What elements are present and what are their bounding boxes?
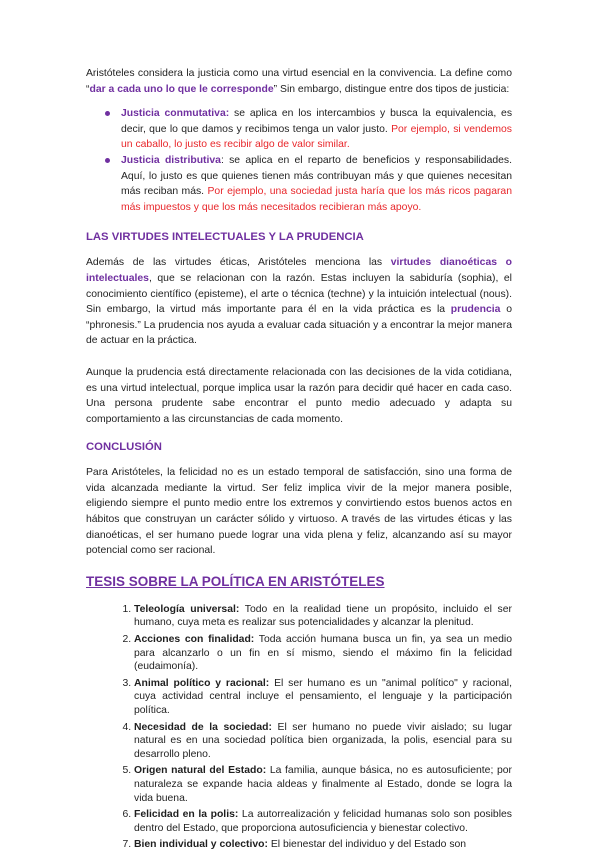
highlight-term: virtudes dianoéticas o intelectuales <box>86 257 512 284</box>
justice-example: Por ejemplo, una sociedad justa haría que los más ricos pagaran más impuestos y que los más necesitados recibieran más apoyo. <box>121 186 512 213</box>
thesis-text: La familia, aunque básica, no es autosuficiente; por naturaleza se expande hacia aldeas y finalmente al Estado, donde se logra la vida buena. <box>134 765 512 804</box>
thesis-term: Necesidad de la sociedad: <box>134 721 272 733</box>
thesis-text: El ser humano es un "animal político" y racional, cuya actividad central incluye el pensamiento, el lenguaje y la participación política. <box>134 677 512 716</box>
virtues-paragraph <box>86 255 512 349</box>
section-heading-conclusion: CONCLUSIÓN <box>86 441 162 454</box>
thesis-term: Animal político y racional: <box>134 677 270 689</box>
prudence-paragraph: Aunque la prudencia está directamente relacionada con las decisiones de la vida cotidiana, es una virtud intelectual, porque implica usar la razón para decidir qué hacer en cada caso. Una persona prudente sabe encontrar el punto medio adecuado y adapta su comportamiento a las circunstancias de cada momento. <box>86 366 512 425</box>
thesis-term: Acciones con finalidad: <box>134 634 255 646</box>
justice-definition-quote: dar a cada uno lo que le corresponde <box>89 83 274 95</box>
paragraph-text: o “phronesis.” La prudencia nos ayuda a evaluar cada situación y a encontrar la mejor manera de actuar en la práctica. <box>86 304 512 347</box>
justice-example: Por ejemplo, si vendemos un caballo, lo justo es recibir algo de valor similar. <box>121 123 512 151</box>
list-item <box>134 633 512 674</box>
list-item <box>121 153 512 215</box>
list-item <box>134 808 512 835</box>
thesis-text: El bienestar del individuo y del Estado son <box>267 839 467 851</box>
justice-description: se aplica en los intercambios y busca la equivalencia, es decir, que lo que damos y recibimos tenga un valor justo. <box>121 108 513 135</box>
bullet-icon <box>105 111 110 116</box>
list-item <box>134 764 512 805</box>
paragraph-text: , que se relacionan con la razón. Estas incluyen la sabiduría (sophia), el conocimiento científico (episteme), el arte o técnica (techne) y la intuición intelectual (nous). Sin embargo, la virtud más importante para él en la vida práctica es la <box>86 272 512 316</box>
conclusion-paragraph: Para Aristóteles, la felicidad no es un estado temporal de satisfacción, sino una forma de vida alcanzada mediante la virtud. Ser feliz implica vivir de la mejor manera posible, eligiendo siempre el punto medio entre los extremos y convirtiendo estos buenos actos en hábitos que construyan un carácter sólido y virtuoso. A través de las virtudes éticas y las dianoéticas, el ser humano puede lograr una vida plena y feliz, alcanzando así su mayor potencial como ser racional. <box>86 467 512 557</box>
intro-paragraph <box>86 66 512 97</box>
thesis-term: Bien individual y colectivo: <box>134 839 268 851</box>
list-item <box>121 106 512 153</box>
bullet-icon <box>105 158 110 163</box>
list-item <box>134 603 512 630</box>
justice-types-list <box>86 106 512 215</box>
thesis-text: Toda acción humana busca un fin, ya sea un medio para alcanzarlo o un fin en sí mismo, siendo el máximo fin la felicidad (eudaimonía). <box>134 634 512 673</box>
list-item <box>134 838 512 852</box>
politics-theses-list <box>86 603 512 852</box>
thesis-text: El ser humano no puede vivir aislado; su lugar natural es en una sociedad política bien organizada, la polis, esencial para su desarrollo pleno. <box>134 721 512 760</box>
intro-text: Aristóteles considera la justicia como una virtud esencial en la convivencia. La define como “ <box>86 68 512 95</box>
justice-description: : se aplica en el reparto de beneficios y responsabilidades. Aquí, lo justo es que quienes tienen más contribuyan más y que quienes necesitan más reciban más. <box>121 154 512 198</box>
section-heading-politics: TESIS SOBRE LA POLÍTICA EN ARISTÓTELES <box>86 573 385 589</box>
paragraph-text: Además de las virtudes éticas, Aristóteles menciona las <box>86 257 391 269</box>
list-item <box>134 677 512 718</box>
thesis-term: Teleología universal: <box>134 603 240 615</box>
thesis-text: La autorrealización y felicidad humanas solo son posibles dentro del Estado, que proporciona autosuficiencia y bienestar colectivo. <box>134 809 512 834</box>
thesis-term: Felicidad en la polis: <box>134 809 239 821</box>
justice-term: Justicia distributiva <box>121 154 221 166</box>
thesis-term: Origen natural del Estado: <box>134 765 267 777</box>
list-item <box>134 721 512 762</box>
highlight-term: prudencia <box>450 304 501 316</box>
thesis-text: Todo en la realidad tiene un propósito, incluido el ser humano, cuya meta es realizar sus potencialidades y alcanzar la plenitud. <box>134 603 512 629</box>
justice-term: Justicia conmutativa: <box>121 108 230 120</box>
intro-text-end: ” Sin embargo, distingue entre dos tipos de justicia: <box>273 83 510 95</box>
section-heading-virtues: LAS VIRTUDES INTELECTUALES Y LA PRUDENCIA <box>86 231 364 244</box>
